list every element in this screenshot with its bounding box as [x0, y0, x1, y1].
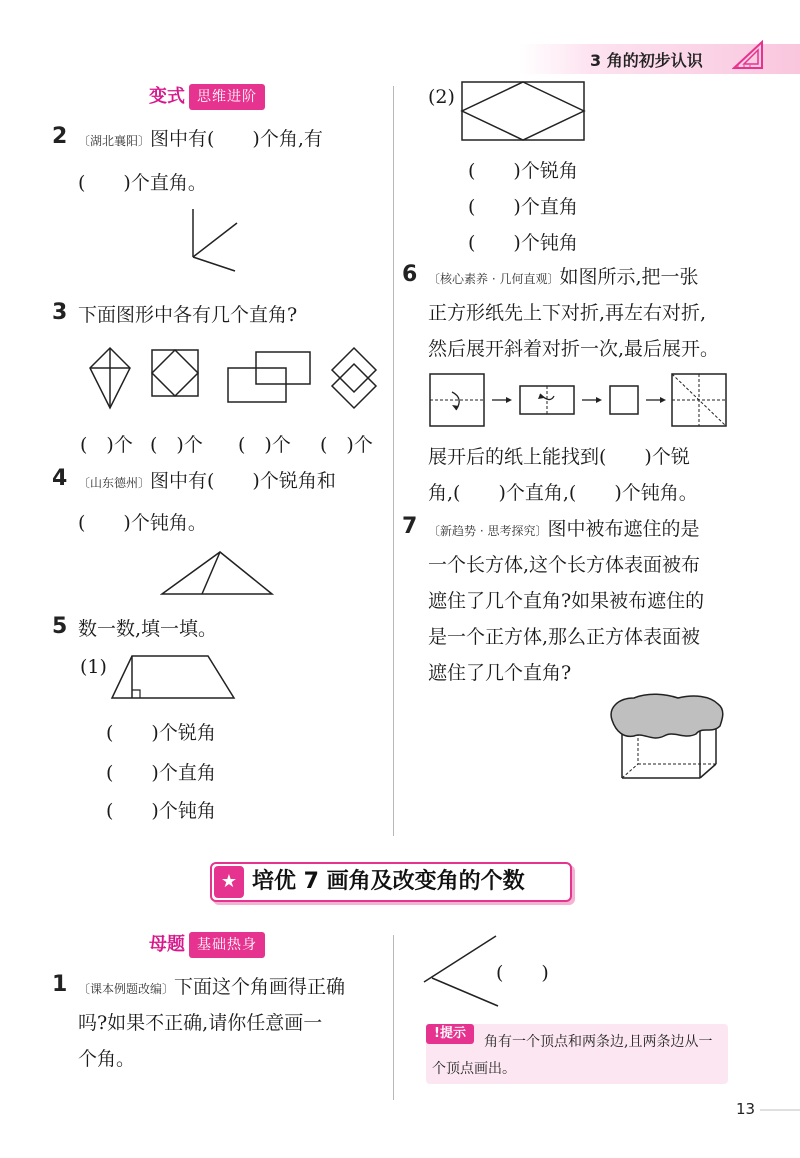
- question-6-source: 〔核心素养 · 几何直观〕: [428, 272, 560, 286]
- question-7-line4: 是一个正方体,那么正方体表面被: [428, 626, 701, 648]
- question-3-answer-4[interactable]: ( )个: [320, 434, 373, 456]
- question-1-text1: 下面这个角画得正确: [174, 976, 346, 998]
- question-2-text1: 图中有( )个角,有: [150, 128, 323, 150]
- question-1-line2: 吗?如果不正确,请你任意画一: [78, 1012, 323, 1034]
- question-6-number: 6: [402, 262, 418, 287]
- chapter-title: 3 角的初步认识: [590, 51, 703, 70]
- question-5-part1-acute[interactable]: ( )个锐角: [106, 722, 216, 744]
- question-5-text: 数一数,填一填。: [78, 618, 218, 640]
- question-7-line5: 遮住了几个直角?: [428, 662, 572, 684]
- question-5-trapezoid-figure: [110, 652, 238, 702]
- question-3-text: 下面图形中各有几个直角?: [78, 304, 298, 326]
- question-5-part1-label: (1): [80, 656, 107, 678]
- question-4-triangle-figure: [160, 548, 274, 598]
- question-5-part2-label: (2): [428, 86, 455, 108]
- question-7-line3: 遮住了几个直角?如果被布遮住的: [428, 590, 705, 612]
- question-4-source: 〔山东德州〕: [78, 476, 151, 490]
- question-1-answer-blank[interactable]: ( ): [496, 962, 549, 984]
- question-3-number: 3: [52, 300, 68, 325]
- question-5-part1-right[interactable]: ( )个直角: [106, 762, 216, 784]
- question-3-answer-2[interactable]: ( )个: [150, 434, 203, 456]
- question-3-figures: [78, 342, 388, 412]
- page-number: 13: [736, 1100, 756, 1118]
- question-1-line3: 个角。: [78, 1048, 136, 1070]
- question-2-line1: [78, 126, 323, 154]
- question-6-folding-diagram: [428, 372, 760, 430]
- question-6-line3: 然后展开斜着对折一次,最后展开。: [428, 338, 720, 360]
- question-6-line1: [428, 264, 699, 292]
- question-2-source: 〔湖北襄阳〕: [78, 134, 151, 148]
- page-number-rule: [760, 1109, 800, 1111]
- question-4-line2: ( )个钝角。: [78, 512, 207, 534]
- question-5-number: 5: [52, 614, 68, 639]
- question-2-number: 2: [52, 124, 68, 149]
- question-2-line2: ( )个直角。: [78, 172, 207, 194]
- question-1-number: 1: [52, 972, 68, 997]
- question-6-text1: 如图所示,把一张: [559, 266, 699, 288]
- mother-tag: [145, 932, 265, 958]
- question-6-line4: 展开后的纸上能找到( )个锐: [428, 446, 690, 468]
- question-7-covered-cuboid-figure: [604, 690, 728, 782]
- question-5-rect-diamond-figure: [460, 80, 586, 142]
- hint-line2: 个顶点画出。: [432, 1061, 516, 1077]
- variant-tag-desc: 思维进阶: [189, 84, 265, 110]
- question-4-text1: 图中有( )个锐角和: [150, 470, 336, 492]
- variant-tag-label: 变式: [149, 86, 185, 107]
- question-4-number: 4: [52, 466, 68, 491]
- question-1-angle-figure: [420, 932, 504, 1010]
- question-7-line1: [428, 516, 699, 544]
- question-6-line5: 角,( )个直角,( )个钝角。: [428, 482, 698, 504]
- section-title: 培优 7 画角及改变角的个数: [252, 869, 525, 894]
- question-5-part1-obtuse[interactable]: ( )个钝角: [106, 800, 216, 822]
- question-2-angle-figure: [185, 205, 245, 275]
- question-3-answer-3[interactable]: ( )个: [238, 434, 291, 456]
- question-7-source: 〔新趋势 · 思考探究〕: [428, 524, 548, 538]
- set-square-icon: [732, 40, 764, 70]
- hint-line1: 角有一个顶点和两条边,且两条边从一: [484, 1034, 713, 1050]
- mother-tag-desc: 基础热身: [189, 932, 265, 958]
- question-3-answer-1[interactable]: ( )个: [80, 434, 133, 456]
- banner-star-icon: ★: [214, 866, 244, 898]
- variant-tag: [145, 84, 265, 110]
- column-divider-top: [393, 86, 394, 836]
- question-1-source: 〔课本例题改编〕: [78, 982, 175, 996]
- question-7-number: 7: [402, 514, 418, 539]
- question-5-part2-obtuse[interactable]: ( )个钝角: [468, 232, 578, 254]
- question-7-text1: 图中被布遮住的是: [547, 518, 700, 540]
- question-7-line2: 一个长方体,这个长方体表面被布: [428, 554, 701, 576]
- mother-tag-label: 母题: [149, 934, 185, 955]
- question-5-part2-acute[interactable]: ( )个锐角: [468, 160, 578, 182]
- hint-tag: !提示: [426, 1024, 474, 1044]
- question-4-line1: [78, 468, 336, 496]
- question-1-line1: [78, 974, 345, 1002]
- question-5-part2-right[interactable]: ( )个直角: [468, 196, 578, 218]
- column-divider-bottom: [393, 935, 394, 1100]
- question-6-line2: 正方形纸先上下对折,再左右对折,: [428, 302, 707, 324]
